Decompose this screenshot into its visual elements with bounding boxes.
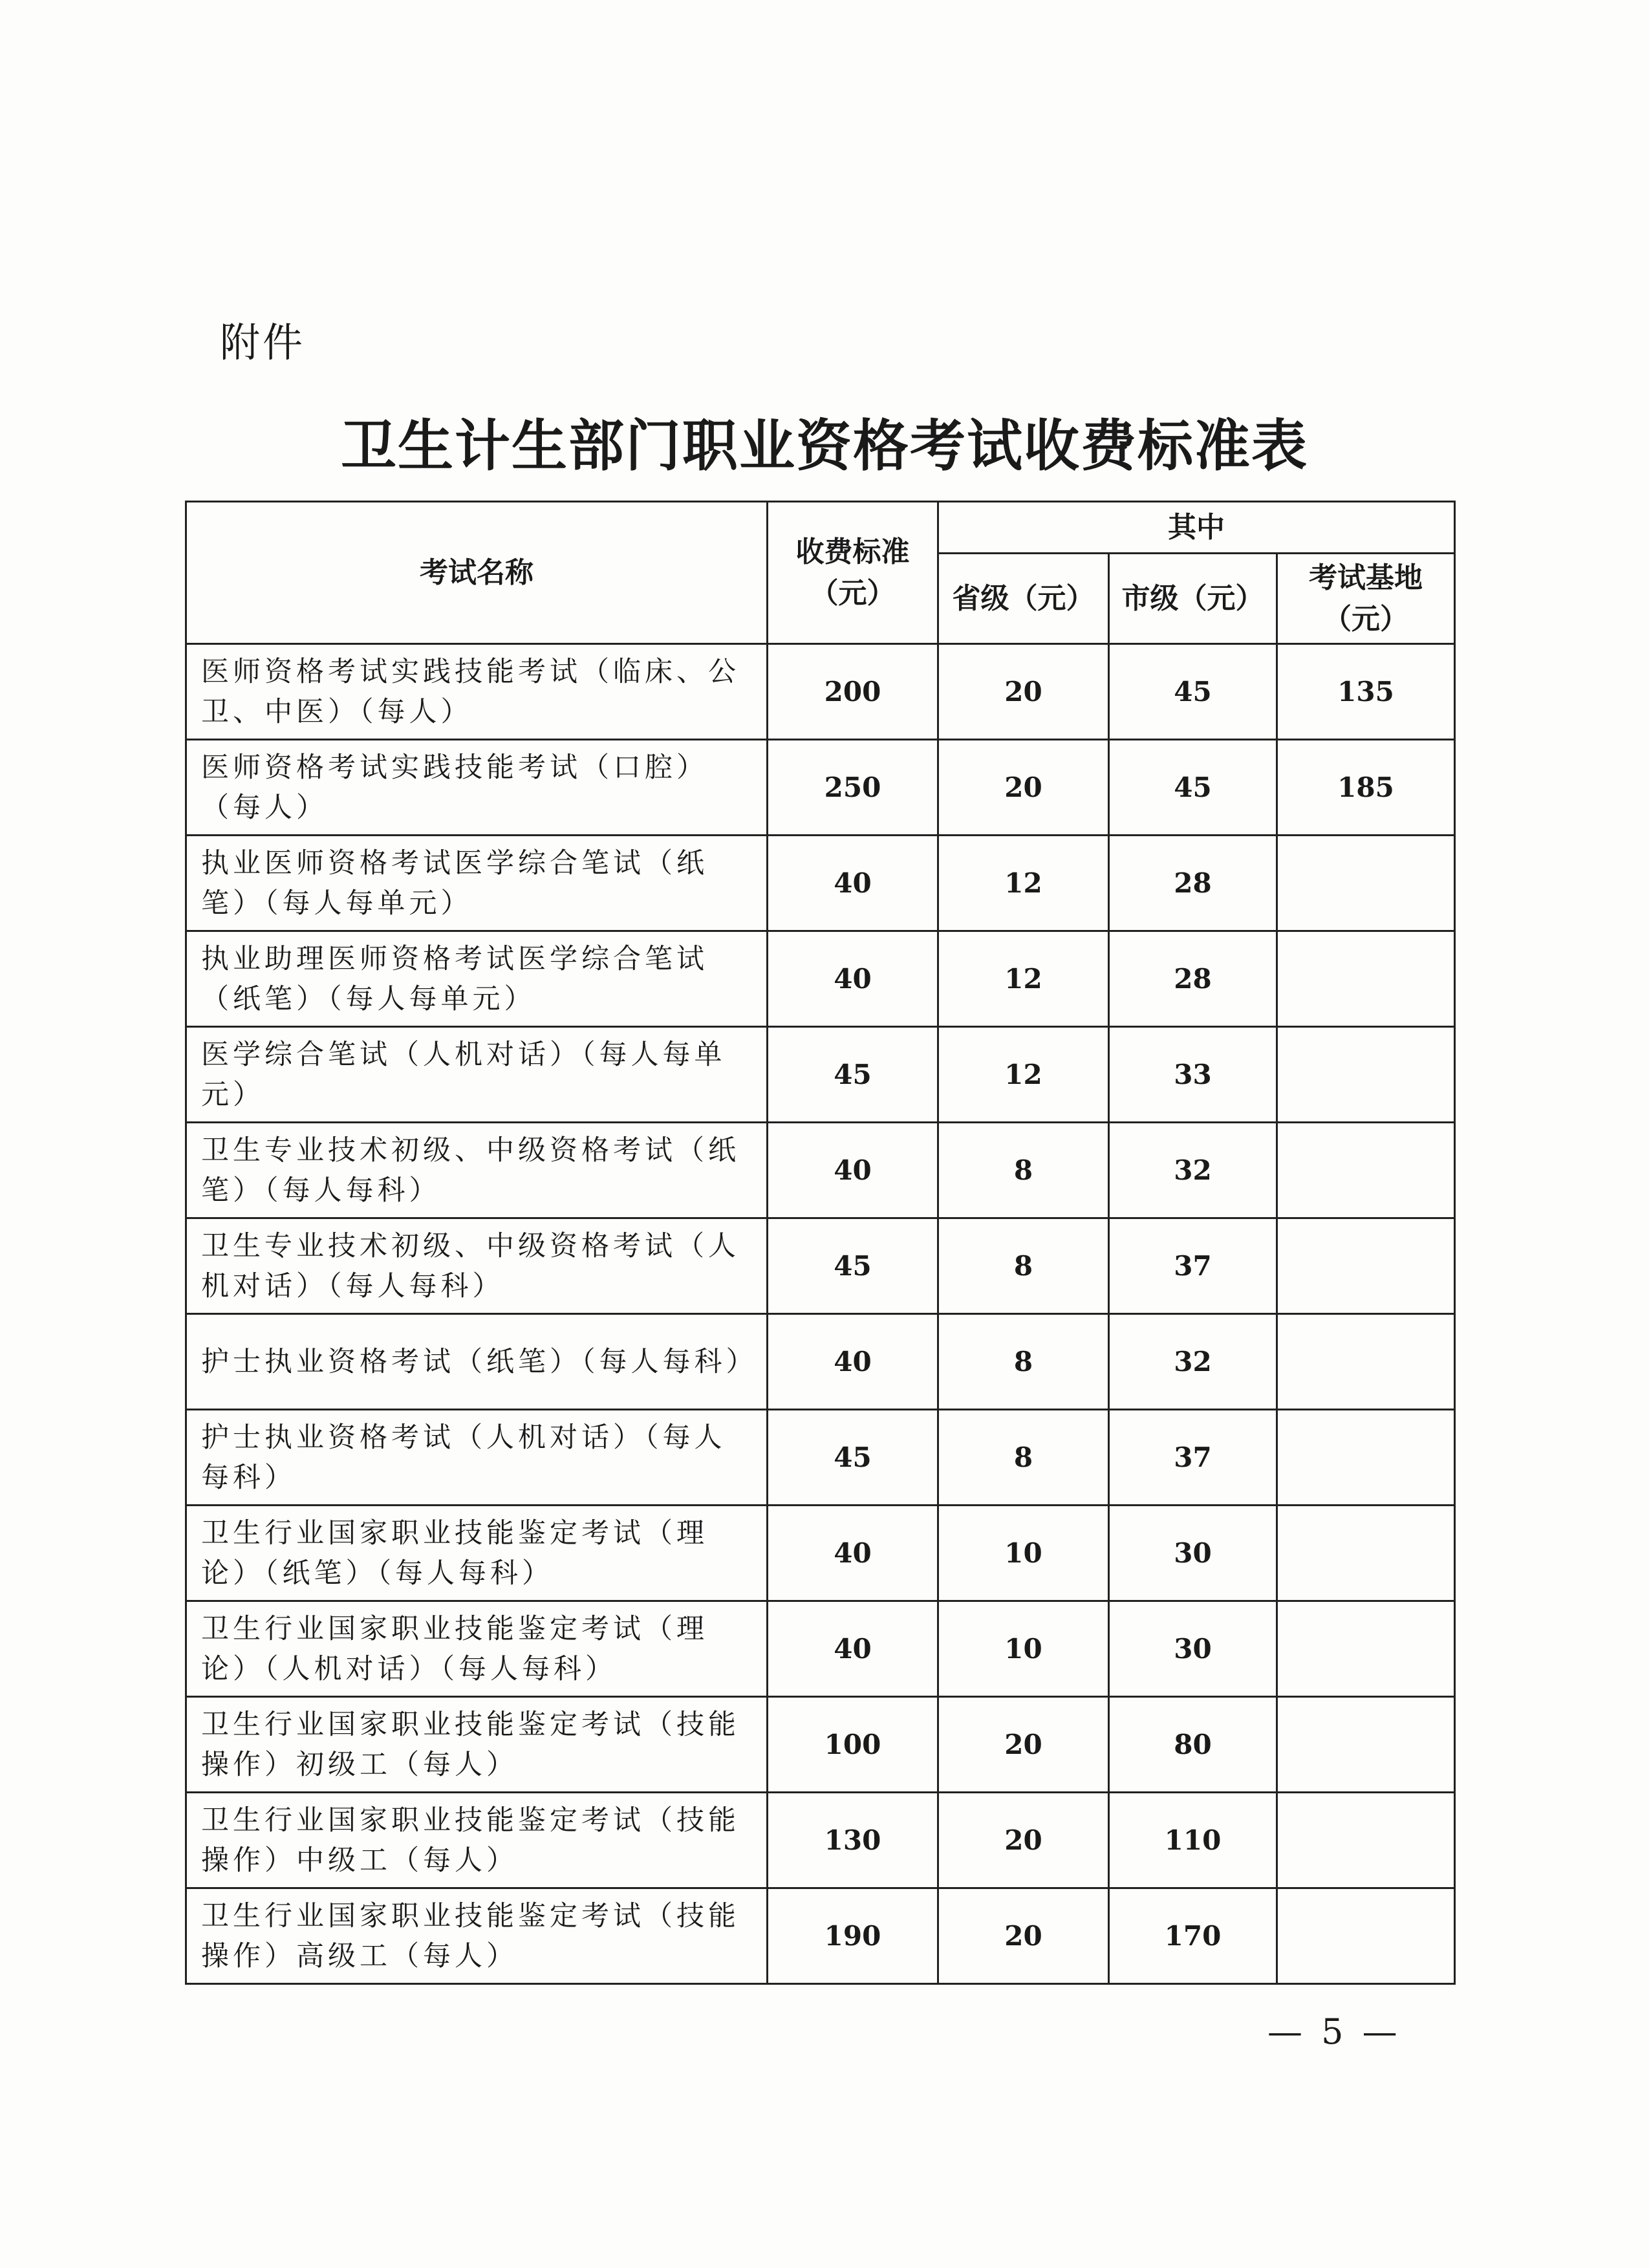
exam-name-cell: 卫生专业技术初级、中级资格考试（人机对话）（每人每科） — [186, 1218, 768, 1314]
table-row — [186, 1888, 1455, 1984]
fee-total-cell: 190 — [768, 1888, 938, 1984]
exam-name-cell: 卫生行业国家职业技能鉴定考试（技能操作）高级工（每人） — [186, 1888, 768, 1984]
fee-provincial-cell: 20 — [938, 644, 1109, 740]
fee-municipal-cell: 45 — [1109, 644, 1277, 740]
table-row — [186, 1793, 1455, 1888]
fee-total-cell: 100 — [768, 1697, 938, 1793]
fee-base-cell — [1277, 1027, 1455, 1123]
header-exam-name: 考试名称 — [186, 502, 768, 644]
fee-provincial-cell: 12 — [938, 1027, 1109, 1123]
table-row — [186, 1123, 1455, 1218]
header-of-which: 其中 — [938, 502, 1455, 554]
table-row — [186, 740, 1455, 836]
fee-base-cell: 185 — [1277, 740, 1455, 836]
fee-standard-table — [185, 501, 1456, 1985]
fee-provincial-cell: 20 — [938, 1888, 1109, 1984]
header-provincial: 省级（元） — [938, 554, 1109, 644]
exam-name-cell: 执业医师资格考试医学综合笔试（纸笔）（每人每单元） — [186, 836, 768, 931]
fee-base-cell — [1277, 1697, 1455, 1793]
fee-municipal-cell: 170 — [1109, 1888, 1277, 1984]
table-row — [186, 1314, 1455, 1410]
exam-name-cell: 医师资格考试实践技能考试（临床、公卫、中医）（每人） — [186, 644, 768, 740]
fee-municipal-cell: 32 — [1109, 1314, 1277, 1410]
fee-municipal-cell: 32 — [1109, 1123, 1277, 1218]
header-exam-base: 考试基地（元） — [1277, 554, 1455, 644]
exam-name-cell: 执业助理医师资格考试医学综合笔试（纸笔）（每人每单元） — [186, 931, 768, 1027]
fee-total-cell: 200 — [768, 644, 938, 740]
fee-municipal-cell: 28 — [1109, 836, 1277, 931]
fee-municipal-cell: 30 — [1109, 1506, 1277, 1601]
fee-provincial-cell: 8 — [938, 1314, 1109, 1410]
table-row — [186, 1218, 1455, 1314]
exam-name-cell: 卫生行业国家职业技能鉴定考试（理论）（人机对话）（每人每科） — [186, 1601, 768, 1697]
fee-total-cell: 45 — [768, 1410, 938, 1506]
header-municipal: 市级（元） — [1109, 554, 1277, 644]
exam-name-cell: 医学综合笔试（人机对话）（每人每单元） — [186, 1027, 768, 1123]
fee-provincial-cell: 20 — [938, 740, 1109, 836]
fee-base-cell — [1277, 1410, 1455, 1506]
fee-municipal-cell: 45 — [1109, 740, 1277, 836]
fee-provincial-cell: 8 — [938, 1410, 1109, 1506]
fee-provincial-cell: 12 — [938, 931, 1109, 1027]
fee-base-cell — [1277, 1218, 1455, 1314]
fee-provincial-cell: 10 — [938, 1506, 1109, 1601]
fee-municipal-cell: 110 — [1109, 1793, 1277, 1888]
fee-base-cell: 135 — [1277, 644, 1455, 740]
table-row — [186, 1601, 1455, 1697]
exam-name-cell: 卫生专业技术初级、中级资格考试（纸笔）（每人每科） — [186, 1123, 768, 1218]
fee-municipal-cell: 37 — [1109, 1410, 1277, 1506]
fee-base-cell — [1277, 931, 1455, 1027]
fee-base-cell — [1277, 1601, 1455, 1697]
page-number: — 5 — — [1267, 2011, 1401, 2052]
exam-name-cell: 卫生行业国家职业技能鉴定考试（理论）（纸笔）（每人每科） — [186, 1506, 768, 1601]
table-row — [186, 1027, 1455, 1123]
fee-municipal-cell: 33 — [1109, 1027, 1277, 1123]
fee-municipal-cell: 30 — [1109, 1601, 1277, 1697]
exam-name-cell: 护士执业资格考试（纸笔）（每人每科） — [186, 1314, 768, 1410]
table-row — [186, 1410, 1455, 1506]
fee-total-cell: 45 — [768, 1218, 938, 1314]
fee-total-cell: 40 — [768, 931, 938, 1027]
exam-name-cell: 卫生行业国家职业技能鉴定考试（技能操作）中级工（每人） — [186, 1793, 768, 1888]
fee-provincial-cell: 20 — [938, 1697, 1109, 1793]
fee-total-cell: 130 — [768, 1793, 938, 1888]
fee-provincial-cell: 20 — [938, 1793, 1109, 1888]
table-row — [186, 1697, 1455, 1793]
fee-total-cell: 40 — [768, 1506, 938, 1601]
document-title: 卫生计生部门职业资格考试收费标准表 — [341, 414, 1308, 479]
fee-provincial-cell: 10 — [938, 1601, 1109, 1697]
fee-provincial-cell: 8 — [938, 1123, 1109, 1218]
table-row — [186, 644, 1455, 740]
fee-total-cell: 40 — [768, 836, 938, 931]
table-row — [186, 836, 1455, 931]
exam-name-cell: 护士执业资格考试（人机对话）（每人每科） — [186, 1410, 768, 1506]
fee-total-cell: 40 — [768, 1601, 938, 1697]
fee-municipal-cell: 37 — [1109, 1218, 1277, 1314]
header-fee-standard: 收费标准（元） — [768, 502, 938, 644]
fee-base-cell — [1277, 1314, 1455, 1410]
table-row — [186, 931, 1455, 1027]
exam-name-cell: 卫生行业国家职业技能鉴定考试（技能操作）初级工（每人） — [186, 1697, 768, 1793]
fee-base-cell — [1277, 1793, 1455, 1888]
fee-municipal-cell: 80 — [1109, 1697, 1277, 1793]
fee-base-cell — [1277, 1123, 1455, 1218]
attachment-label: 附件 — [220, 319, 306, 366]
fee-provincial-cell: 8 — [938, 1218, 1109, 1314]
fee-provincial-cell: 12 — [938, 836, 1109, 931]
fee-total-cell: 45 — [768, 1027, 938, 1123]
fee-total-cell: 40 — [768, 1314, 938, 1410]
fee-base-cell — [1277, 836, 1455, 931]
fee-total-cell: 40 — [768, 1123, 938, 1218]
fee-base-cell — [1277, 1888, 1455, 1984]
fee-municipal-cell: 28 — [1109, 931, 1277, 1027]
fee-base-cell — [1277, 1506, 1455, 1601]
table-row — [186, 1506, 1455, 1601]
fee-total-cell: 250 — [768, 740, 938, 836]
exam-name-cell: 医师资格考试实践技能考试（口腔）（每人） — [186, 740, 768, 836]
